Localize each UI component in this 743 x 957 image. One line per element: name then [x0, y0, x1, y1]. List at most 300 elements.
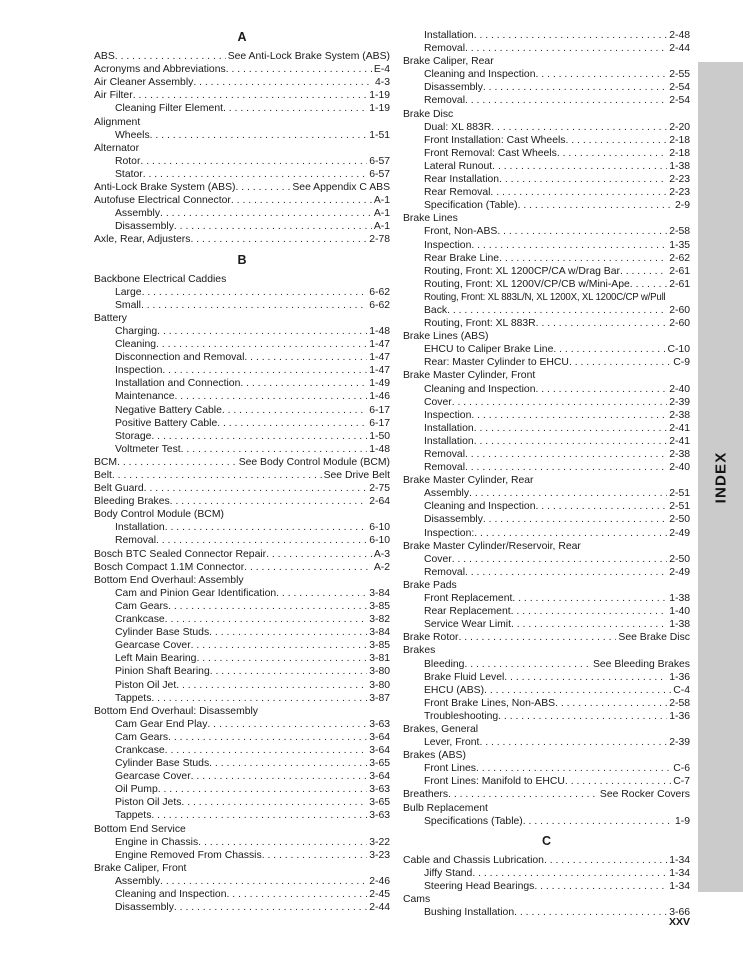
entry-page-ref: 6-10	[369, 535, 390, 547]
entry-label: Bosch Compact 1.1M Connector	[94, 561, 245, 573]
index-entry	[403, 29, 690, 42]
index-entry	[403, 880, 690, 893]
entry-page-ref: 3-82	[369, 614, 390, 626]
entry-label: Bleeding Brakes	[94, 496, 170, 508]
entry-label: Installation and Connection	[115, 378, 241, 390]
entry-page-ref: 1-38	[669, 160, 690, 172]
entry-page-ref: 3-65	[369, 797, 390, 809]
index-entry	[94, 718, 390, 731]
entry-page-ref: 2-58	[669, 697, 690, 709]
entry-label: Brake Pads	[403, 579, 457, 591]
entry-page-ref: 1-34	[669, 867, 690, 879]
dot-leader	[168, 731, 367, 744]
entry-label: Engine Removed From Chassis	[115, 849, 262, 861]
entry-page-ref: 6-17	[369, 404, 390, 416]
section-header-c: C	[541, 833, 552, 848]
index-entry	[94, 823, 390, 836]
dot-leader	[240, 377, 367, 390]
dot-leader	[165, 613, 368, 626]
entry-label: Inspection:	[424, 527, 475, 539]
index-entry	[94, 390, 390, 403]
entry-label: Battery	[94, 312, 127, 324]
dot-leader	[511, 618, 667, 631]
entry-page-ref: See Anti-Lock Brake System (ABS)	[227, 51, 390, 63]
entry-label: Lateral Runout	[424, 160, 493, 172]
entry-page-ref: 3-23	[369, 849, 390, 861]
entry-page-ref: 2-39	[669, 396, 690, 408]
entry-page-ref: 3-66	[669, 907, 690, 919]
dot-leader	[170, 495, 368, 508]
entry-label: Dual: XL 883R	[424, 121, 492, 133]
dot-leader	[620, 265, 667, 278]
entry-page-ref: 6-10	[369, 522, 390, 534]
dot-leader	[490, 186, 667, 199]
index-entry	[403, 422, 690, 435]
entry-label: Crankcase	[115, 744, 165, 756]
dot-leader	[160, 207, 372, 220]
entry-label: Disassembly	[424, 82, 483, 94]
entry-label: Installation	[115, 522, 165, 534]
dot-leader	[553, 343, 665, 356]
entry-page-ref: See Bleeding Brakes	[592, 658, 690, 670]
dot-leader	[176, 679, 367, 692]
dot-leader	[207, 718, 367, 731]
entry-label: Cleaning and Inspection	[424, 383, 536, 395]
dot-leader	[223, 102, 367, 115]
entry-label: Front Brake Lines, Non-ABS	[424, 697, 556, 709]
index-thumb-tab	[698, 62, 743, 892]
entry-page-ref: A-1	[373, 208, 390, 220]
entry-label: Assembly	[115, 208, 161, 220]
index-entry	[94, 89, 390, 102]
entry-label: Belt	[94, 470, 112, 481]
entry-label: Breathers	[403, 789, 449, 801]
entry-page-ref: 3-64	[369, 731, 390, 743]
entry-label: EHCU to Caliper Brake Line	[424, 344, 554, 356]
dot-leader	[266, 548, 372, 561]
entry-page-ref: C-7	[673, 776, 690, 788]
index-entry	[94, 626, 390, 639]
entry-label: Piston Oil Jets	[115, 797, 182, 809]
entry-label: Routing, Front: XL 1200V/CP/CB w/Mini-Ape	[424, 278, 630, 290]
entry-label: Bleeding	[424, 658, 465, 670]
index-entry	[403, 671, 690, 684]
entry-page-ref: C-6	[673, 763, 690, 775]
dot-leader	[276, 587, 367, 600]
index-entry	[403, 435, 690, 448]
entry-label: Inspection	[424, 409, 472, 421]
dot-leader	[464, 658, 591, 671]
index-entry	[403, 474, 690, 487]
entry-label: Belt Guard	[94, 483, 144, 495]
entry-label: Brake Lines (ABS)	[403, 331, 489, 343]
dot-leader	[465, 566, 667, 579]
entry-label: Cleaning and Inspection	[424, 501, 536, 513]
dot-leader	[491, 121, 667, 134]
entry-page-ref: 6-17	[369, 417, 390, 429]
entry-page-ref: 1-48	[369, 443, 390, 455]
dot-leader	[511, 605, 668, 618]
entry-label: Routing, Front: XL 883L/N, XL 1200X, XL 1200C/CP w/Pull	[424, 291, 666, 303]
entry-page-ref: 2-51	[669, 488, 690, 500]
entry-label: ABS	[94, 51, 115, 63]
entry-label: Cylinder Base Studs	[115, 758, 210, 770]
entry-page-ref: 2-60	[669, 318, 690, 330]
entry-label: Cover	[424, 396, 452, 408]
index-entry	[94, 338, 390, 351]
entry-page-ref: 3-63	[369, 784, 390, 796]
entry-label: Front Lines	[424, 763, 476, 775]
entry-label: Tappets	[115, 692, 152, 704]
entry-label: Cable and Chassis Lubrication	[403, 854, 544, 866]
entry-label: Front Replacement	[424, 593, 513, 605]
index-entry	[403, 461, 690, 474]
dot-leader	[544, 854, 667, 867]
entry-label: Piston Oil Jet	[115, 679, 177, 691]
entry-page-ref: A-1	[373, 221, 390, 233]
index-entry	[94, 417, 390, 430]
index-entry	[94, 207, 390, 220]
dot-leader	[142, 286, 368, 299]
entry-page-ref: 2-48	[669, 30, 690, 41]
dot-leader	[209, 626, 367, 639]
index-tab-label: INDEX	[712, 451, 729, 503]
dot-leader	[133, 89, 368, 102]
index-entry	[94, 63, 390, 76]
entry-page-ref: 1-48	[369, 325, 390, 337]
dot-leader	[465, 42, 667, 55]
index-entry	[403, 788, 690, 801]
index-entry	[94, 50, 390, 63]
index-entry	[94, 600, 390, 613]
dot-leader	[447, 304, 667, 317]
entry-page-ref: 3-87	[369, 692, 390, 704]
index-entry	[403, 566, 690, 579]
index-entry	[94, 744, 390, 757]
dot-leader	[162, 364, 367, 377]
dot-leader	[181, 796, 367, 809]
entry-page-ref: 2-50	[669, 514, 690, 526]
dot-leader	[156, 338, 367, 351]
entry-label: Brake Caliper, Front	[94, 862, 187, 874]
dot-leader	[555, 697, 667, 710]
index-entry	[94, 692, 390, 705]
entry-page-ref: 3-22	[369, 836, 390, 848]
dot-leader	[476, 762, 671, 775]
index-entry	[403, 108, 690, 121]
dot-leader	[160, 875, 367, 888]
entry-label: Removal	[424, 43, 465, 55]
entry-label: Troubleshooting	[424, 710, 499, 722]
entry-label: Removal	[424, 462, 465, 474]
entry-label: BCM	[94, 456, 118, 468]
index-entry	[94, 273, 390, 286]
entry-page-ref: 2-18	[669, 134, 690, 146]
entry-label: Specifications (Table)	[424, 815, 523, 827]
entry-page-ref: 6-57	[369, 168, 390, 180]
entry-page-ref: See Drive Belt	[323, 470, 390, 481]
index-entry	[94, 770, 390, 783]
entry-label: Installation	[424, 435, 474, 447]
index-entry	[94, 665, 390, 678]
index-entry	[403, 775, 690, 788]
dot-leader	[226, 63, 372, 76]
entry-label: Cylinder Base Studs	[115, 627, 210, 639]
index-entry	[94, 116, 390, 129]
index-entry	[403, 252, 690, 265]
entry-label: Cam and Pinion Gear Identification	[115, 587, 277, 599]
entry-label: Bottom End Service	[94, 823, 186, 835]
entry-page-ref: 3-65	[369, 758, 390, 770]
dot-leader	[471, 409, 667, 422]
dot-leader	[217, 417, 367, 430]
dot-leader	[497, 225, 667, 238]
index-entry	[94, 155, 390, 168]
entry-label: Back	[424, 304, 448, 316]
entry-label: Disassembly	[115, 902, 174, 914]
dot-leader	[174, 220, 372, 233]
index-entry	[403, 383, 690, 396]
index-entry	[403, 121, 690, 134]
dot-leader	[168, 600, 367, 613]
dot-leader	[465, 461, 667, 474]
dot-leader	[158, 783, 367, 796]
dot-leader	[165, 744, 368, 757]
index-entry	[403, 94, 690, 107]
entry-label: Brake Rotor	[403, 632, 459, 644]
index-entry	[403, 199, 690, 212]
index-entry	[94, 168, 390, 181]
entry-label: Tappets	[115, 810, 152, 822]
index-entry	[403, 396, 690, 409]
index-entry	[94, 312, 390, 325]
entry-label: Routing, Front: XL 883R	[424, 318, 536, 330]
entry-page-ref: 1-47	[369, 352, 390, 364]
entry-page-ref: 2-38	[669, 409, 690, 421]
entry-label: Cover	[424, 553, 452, 565]
entry-page-ref: 3-85	[369, 640, 390, 652]
dot-leader	[492, 160, 667, 173]
entry-page-ref: 1-40	[669, 606, 690, 618]
entry-page-ref: 2-58	[669, 226, 690, 238]
index-entry	[94, 351, 390, 364]
dot-leader	[209, 757, 367, 770]
index-entry	[403, 867, 690, 880]
dot-leader	[143, 168, 367, 181]
index-entry	[94, 325, 390, 338]
index-entry	[403, 749, 690, 762]
entry-label: Disassembly	[424, 514, 483, 526]
entry-page-ref: 2-61	[669, 265, 690, 277]
entry-page-ref: 6-62	[369, 286, 390, 298]
entry-label: Removal	[424, 95, 465, 107]
entry-page-ref: See Brake Disc	[618, 632, 690, 644]
index-entry	[94, 299, 390, 312]
entry-page-ref: 2-41	[669, 435, 690, 447]
page-number: XXV	[668, 916, 690, 928]
index-entry	[94, 783, 390, 796]
index-entry	[94, 613, 390, 626]
index-entry	[403, 684, 690, 697]
index-entry	[94, 220, 390, 233]
index-entry	[403, 356, 690, 369]
entry-label: Lever, Front	[424, 737, 480, 749]
dot-leader	[483, 81, 667, 94]
index-entry	[94, 809, 390, 822]
entry-page-ref: 1-36	[669, 671, 690, 683]
dot-leader	[499, 173, 667, 186]
entry-page-ref: 2-60	[669, 304, 690, 316]
dot-leader	[244, 351, 367, 364]
index-entry	[403, 513, 690, 526]
dot-leader	[523, 815, 673, 828]
entry-label: Anti-Lock Brake System (ABS)	[94, 182, 236, 194]
entry-label: Brakes, General	[403, 723, 479, 735]
entry-label: Gearcase Cover	[115, 640, 191, 652]
entry-page-ref: 1-9	[674, 815, 690, 827]
entry-label: Backbone Electrical Caddies	[94, 273, 227, 285]
index-entry	[94, 836, 390, 849]
index-entry	[403, 658, 690, 671]
dot-leader	[471, 239, 667, 252]
entry-page-ref: 2-75	[369, 483, 390, 495]
dot-leader	[191, 639, 368, 652]
dot-leader	[196, 652, 367, 665]
dot-leader	[536, 68, 668, 81]
entry-page-ref: 3-80	[369, 679, 390, 691]
entry-page-ref: 2-41	[669, 422, 690, 434]
entry-page-ref: 3-80	[369, 666, 390, 678]
index-entry	[94, 587, 390, 600]
entry-page-ref: 2-20	[669, 121, 690, 133]
dot-leader	[193, 76, 373, 89]
index-entry	[94, 521, 390, 534]
entry-page-ref: 2-62	[669, 252, 690, 264]
entry-label: Rear Installation	[424, 174, 500, 186]
dot-leader	[191, 770, 368, 783]
index-entry	[94, 430, 390, 443]
index-entry	[94, 875, 390, 888]
dot-leader	[566, 134, 668, 147]
entry-label: Brake Master Cylinder, Rear	[403, 475, 534, 487]
index-entry	[94, 469, 390, 482]
dot-leader	[536, 383, 668, 396]
index-entry	[94, 652, 390, 665]
entry-page-ref: 2-39	[669, 737, 690, 749]
entry-label: Pinion Shaft Bearing	[115, 666, 210, 678]
dot-leader	[227, 888, 368, 901]
dot-leader	[175, 390, 368, 403]
entry-label: Air Filter	[94, 90, 133, 102]
dot-leader	[244, 561, 372, 574]
dot-leader	[181, 443, 368, 456]
entry-label: Front Installation: Cast Wheels	[424, 134, 566, 146]
index-entry	[403, 736, 690, 749]
entry-label: Assembly	[115, 875, 161, 887]
entry-label: Brakes (ABS)	[403, 750, 466, 762]
entry-page-ref: 1-47	[369, 365, 390, 377]
entry-page-ref: 2-23	[669, 174, 690, 186]
index-entry	[94, 862, 390, 875]
dot-leader	[144, 482, 368, 495]
entry-label: Disassembly	[115, 221, 174, 233]
entry-label: Cleaning	[115, 339, 157, 351]
index-entry	[403, 762, 690, 775]
entry-label: Rear Removal	[424, 187, 491, 199]
dot-leader	[231, 194, 372, 207]
index-entry	[94, 534, 390, 547]
entry-label: Rotor	[115, 155, 141, 167]
section-header-a: A	[237, 30, 247, 44]
index-entry	[94, 377, 390, 390]
entry-page-ref: 6-57	[369, 155, 390, 167]
entry-page-ref: 1-19	[369, 103, 390, 115]
entry-page-ref: 2-46	[369, 875, 390, 887]
dot-leader	[452, 553, 667, 566]
entry-label: Gearcase Cover	[115, 771, 191, 783]
dot-leader	[469, 487, 667, 500]
dot-leader	[483, 513, 667, 526]
entry-label: Cleaning Filter Element	[115, 103, 223, 115]
index-entry	[403, 225, 690, 238]
entry-page-ref: 3-81	[369, 653, 390, 665]
entry-page-ref: 2-55	[669, 69, 690, 81]
entry-label: EHCU (ABS)	[424, 684, 485, 696]
dot-leader	[222, 404, 367, 417]
dot-leader	[198, 836, 367, 849]
index-entry	[94, 482, 390, 495]
dot-leader	[157, 325, 367, 338]
dot-leader	[498, 710, 667, 723]
index-entry	[403, 893, 690, 906]
index-entry	[94, 888, 390, 901]
entry-label: Body Control Module (BCM)	[94, 509, 224, 521]
index-entry	[403, 265, 690, 278]
entry-label: Jiffy Stand	[424, 867, 473, 879]
entry-page-ref: 3-64	[369, 744, 390, 756]
entry-label: Axle, Rear, Adjusters	[94, 234, 191, 246]
entry-label: Rear Brake Line	[424, 252, 500, 264]
entry-label: Bushing Installation	[424, 907, 515, 919]
dot-leader	[151, 430, 367, 443]
index-entry	[403, 55, 690, 68]
dot-leader	[140, 155, 367, 168]
dot-leader	[518, 199, 673, 212]
entry-label: Acronyms and Abbreviations	[94, 64, 226, 76]
index-entry	[403, 710, 690, 723]
entry-label: Specification (Table)	[424, 200, 518, 212]
index-entry	[403, 527, 690, 540]
index-entry	[403, 500, 690, 513]
entry-page-ref: 3-63	[369, 810, 390, 822]
index-entry	[403, 448, 690, 461]
entry-page-ref: 1-36	[669, 710, 690, 722]
index-entry	[94, 508, 390, 521]
entry-page-ref: 1-38	[669, 593, 690, 605]
index-entry	[403, 317, 690, 330]
entry-label: Cam Gears	[115, 600, 169, 612]
dot-leader	[484, 684, 671, 697]
entry-label: Inspection	[424, 239, 472, 251]
entry-page-ref: 2-50	[669, 553, 690, 565]
index-entry	[403, 147, 690, 160]
entry-label: Removal	[424, 566, 465, 578]
index-column-left	[94, 29, 390, 914]
entry-label: Bulb Replacement	[403, 802, 488, 814]
index-entry	[94, 443, 390, 456]
index-entry	[94, 731, 390, 744]
index-entry	[94, 142, 390, 155]
